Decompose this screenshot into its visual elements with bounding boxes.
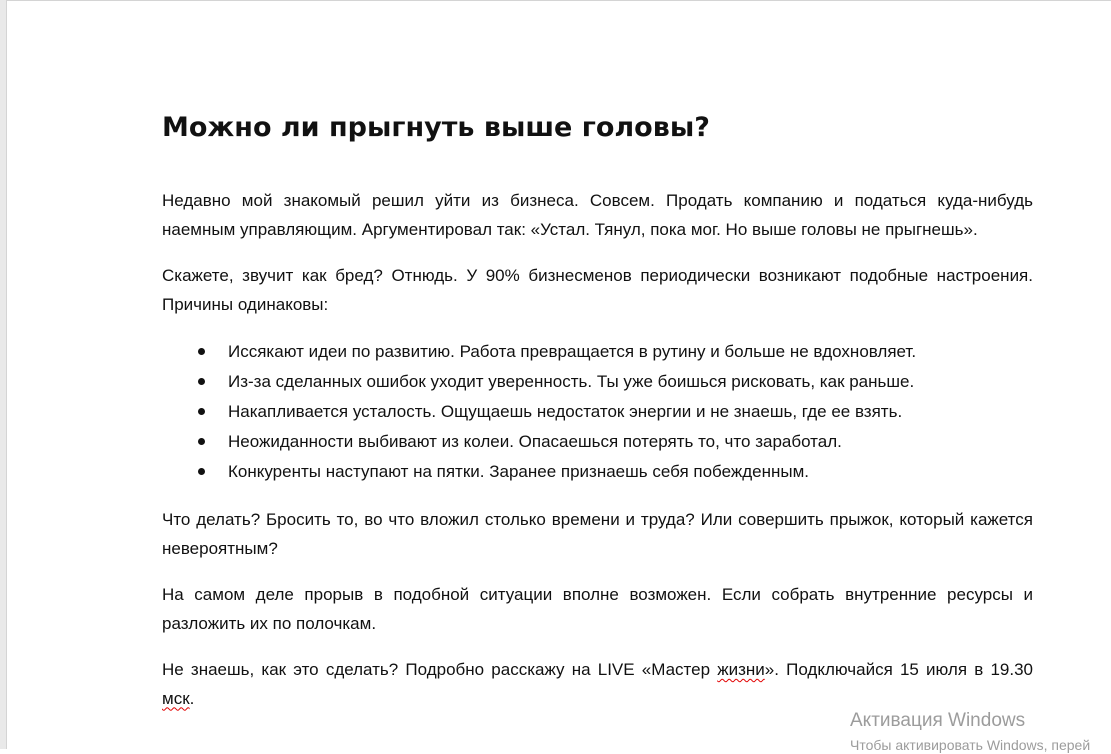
reasons-paragraph: Скажете, звучит как бред? Отнюдь. У 90% бизнесменов периодически возникают подобные настроения. Причины одинаковы: [162,266,1033,314]
document-top-edge [6,0,1111,1]
activation-watermark-subtitle: Чтобы активировать Windows, перей [850,737,1091,753]
list-item [162,367,1033,397]
list-item-text: Конкуренты наступают на пятки. Заранее признаешь себя побежденным. [228,462,810,481]
live-announcement-text-end: . [189,688,195,708]
question-paragraph: Что делать? Бросить то, во что вложил столько времени и труда? Или совершить прыжок, который кажется невероятным? [162,510,1033,558]
reasons-list [162,337,1033,487]
list-item-text: Иссякают идеи по развитию. Работа превращается в рутину и больше не вдохновляет. [228,342,917,361]
list-item [162,397,1033,427]
spelling-error-msk[interactable]: мск [162,688,190,708]
document-title: Можно ли прыгнуть выше головы? [162,112,710,143]
bullet-dot-icon [198,378,205,385]
list-item [162,427,1033,457]
list-item [162,457,1033,487]
document-left-edge [0,0,7,749]
document-page [162,108,1033,713]
list-item-text: Накапливается усталость. Ощущаешь недостаток энергии и не знаешь, где ее взять. [228,402,903,421]
list-item [162,337,1033,367]
activation-watermark-title: Активация Windows [850,710,1026,731]
intro-paragraph: Недавно мой знакомый решил уйти из бизнеса. Совсем. Продать компанию и податься куда-нибудь наемным управляющим. Аргументировал так: «Устал. Тянул, пока мог. Но выше головы не прыгнешь». [162,191,1033,239]
bullet-dot-icon [198,408,205,415]
list-item-text: Из-за сделанных ошибок уходит уверенность. Ты уже боишься рисковать, как раньше. [228,372,915,391]
bullet-dot-icon [198,348,205,355]
list-item-text: Неожиданности выбивают из колеи. Опасаешься потерять то, что заработал. [228,432,842,451]
breakthrough-paragraph: На самом деле прорыв в подобной ситуации вполне возможен. Если собрать внутренние ресурсы и разложить их по полочкам. [162,585,1033,633]
live-announcement-paragraph [162,656,1033,713]
live-announcement-text-middle: ». Подключайся 15 июля в 19.30 [764,660,1033,679]
spelling-error-life[interactable]: жизни [717,660,765,679]
windows-activation-watermark [850,708,1111,754]
bullet-dot-icon [198,438,205,445]
live-announcement-text-start: Не знаешь, как это сделать? Подробно расскажу на LIVE «Мастер [162,660,718,679]
bullet-dot-icon [198,468,205,475]
